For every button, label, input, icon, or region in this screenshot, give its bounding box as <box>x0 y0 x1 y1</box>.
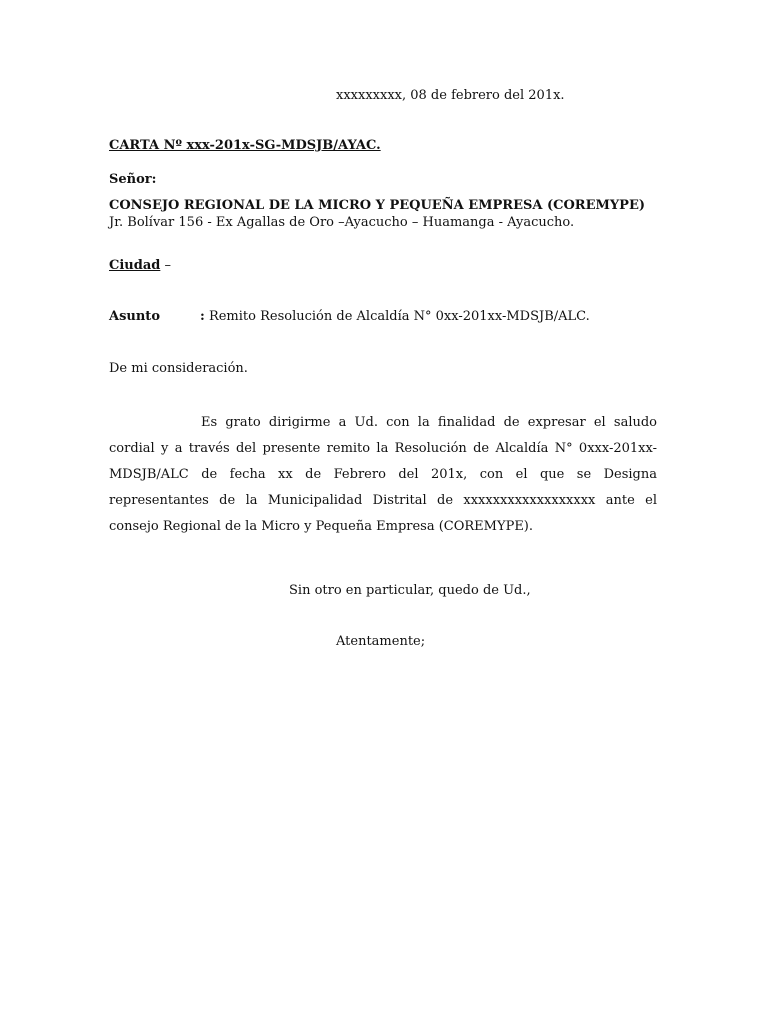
date-line: xxxxxxxxx, 08 de febrero del 201x. <box>336 88 565 103</box>
body-text: Es grato dirigirme a Ud. con la finalidad de expresar el saludo cordial y a través del presente remito la Resolución de Alcaldía N° 0xxx-201xx-MDSJB/ALC de fecha xx de Febrero del 201x, con el que se Designa representantes de la Municipalidad Distrital de xxxxxxxxxxxxxxxxxx ante el consejo Regional de la Micro y Pequeña Empresa (COREMYPE). <box>109 415 657 534</box>
city-line <box>109 257 171 275</box>
subject-colon: : <box>200 309 205 324</box>
city-dash: – <box>160 258 171 273</box>
body-paragraph <box>109 410 657 540</box>
city-label: Ciudad <box>109 258 161 273</box>
subject-label: Asunto <box>109 309 160 324</box>
recipient-name: CONSEJO REGIONAL DE LA MICRO Y PEQUEÑA EMPRESA (COREMYPE) <box>109 198 646 213</box>
closing-line: Sin otro en particular, quedo de Ud., <box>289 583 531 598</box>
signoff: Atentamente; <box>336 634 426 649</box>
greeting-label: Señor: <box>109 172 157 187</box>
salutation: De mi consideración. <box>109 361 248 376</box>
recipient-address: Jr. Bolívar 156 - Ex Agallas de Oro –Ayacucho – Huamanga - Ayacucho. <box>109 215 575 230</box>
carta-number: CARTA Nº xxx-201x-SG-MDSJB/AYAC. <box>109 138 381 153</box>
subject-line <box>200 308 590 326</box>
subject-text: Remito Resolución de Alcaldía N° 0xx-201xx-MDSJB/ALC. <box>204 309 590 324</box>
